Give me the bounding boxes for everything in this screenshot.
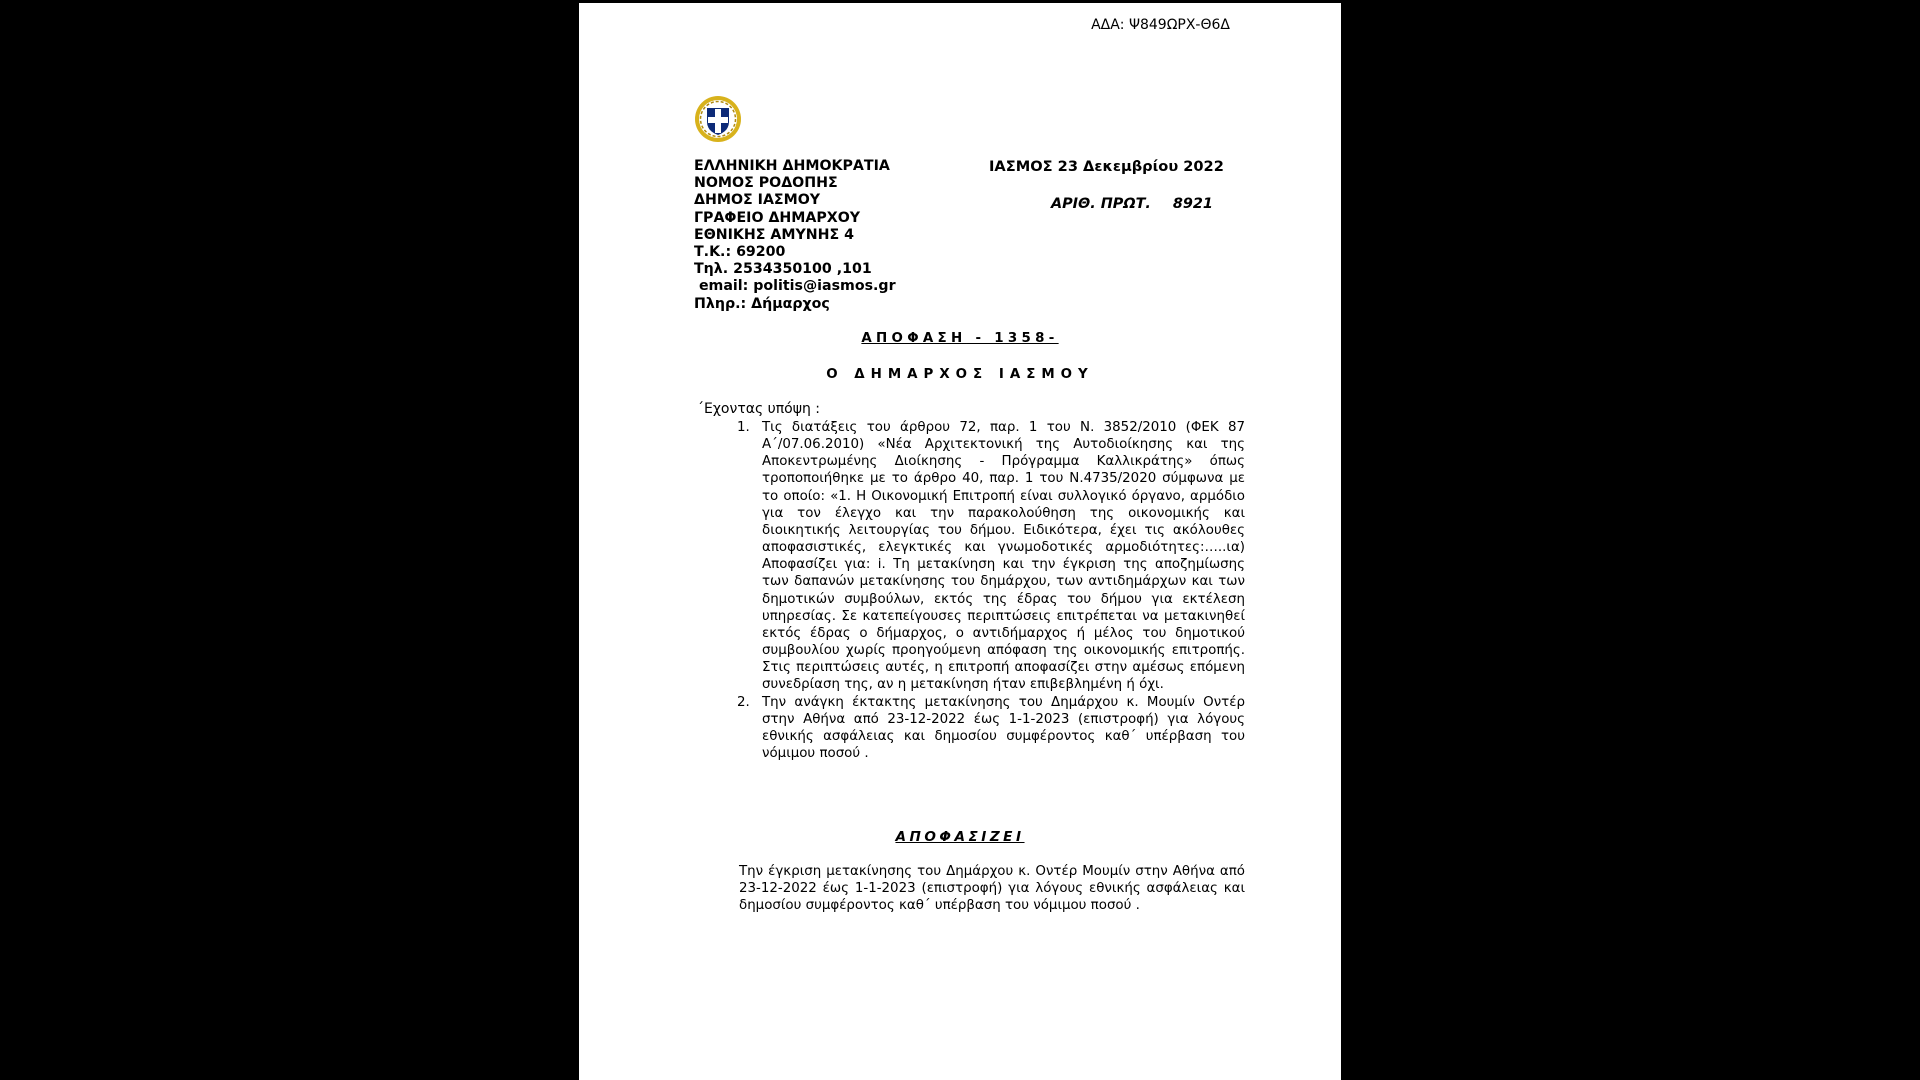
protocol-number bbox=[1051, 196, 1213, 212]
issuer-line: ΕΛΛΗΝΙΚΗ ΔΗΜΟΚΡΑΤΙΑ bbox=[694, 158, 890, 174]
mayor-heading: Ο ΔΗΜΑΡΧΟΣ ΙΑΣΜΟΥ bbox=[826, 367, 1094, 382]
list-item-number: 2. bbox=[737, 694, 750, 710]
issuer-block bbox=[694, 158, 896, 313]
decision-body: Την έγκριση μετακίνησης του Δημάρχου κ. Οντέρ Μουμίν στην Αθήνα από 23-12-2022 έως 1-1-2023 (επιστροφή) για λόγους εθνικής ασφάλειας και δημοσίου συμφέροντος καθ΄ υπέρβαση του νόμιμου ποσού . bbox=[739, 864, 1245, 914]
issuer-line: email: politis@iasmos.gr bbox=[694, 278, 896, 295]
decision-title: ΑΠΟΦΑΣΗ bbox=[861, 331, 967, 346]
list-item bbox=[737, 419, 1245, 694]
issuer-line: Πληρ.: Δήμαρχος bbox=[694, 295, 830, 312]
protocol-value: 8921 bbox=[1172, 196, 1213, 212]
issuer-line: Τηλ. 2534350100 ,101 bbox=[694, 261, 872, 278]
protocol-label: ΑΡΙΘ. ΠΡΩΤ. bbox=[1051, 196, 1151, 212]
list-item-text: Την ανάγκη έκτακτης μετακίνησης του Δημάρχου κ. Μουμίν Οντέρ στην Αθήνα από 23-12-2022 έως 1-1-2023 (επιστροφή) για λόγους εθνικής ασφάλειας και δημοσίου συμφέροντος καθ΄ υπέρβαση του νόμιμου ποσού . bbox=[762, 694, 1245, 761]
issuer-line: ΝΟΜΟΣ ΡΟΔΟΠΗΣ bbox=[694, 175, 838, 192]
list-item bbox=[737, 694, 1245, 763]
decides-heading: ΑΠΟΦΑΣΙΖΕΙ bbox=[895, 829, 1025, 845]
list-item-number: 1. bbox=[737, 420, 750, 435]
list-item-text: Τις διατάξεις του άρθρου 72, παρ. 1 του Ν. 3852/2010 (ΦΕΚ 87 Α΄/07.06.2010) «Νέα Αρχιτεκτονική της Αυτοδιοίκησης και της Αποκεντρωμένης Διοίκησης - Πρόγραμμα Καλλικράτης» όπως τροποποιήθηκε με το άρθρο 40, παρ. 1 του Ν.4735/2020 σύμφωνα με το οποίο: «1. Η Οικονομική Επιτροπή είναι συλλογικό όργανο, αρμόδιο για τον έλεγχο και την παρακολούθηση της οικονομικής και διοικητικής λειτουργίας του δήμου. Ειδικότερα, έχει τις ακόλουθες αποφασιστικές, ελεγκτικές και γνωμοδοτικές αρμοδιότητες:…..ια) Αποφασίζει για: i. Τη μετακίνηση και την έγκριση της αποζημίωσης των δαπανών μετακίνησης του δημάρχου, των αντιδημάρχων και των δημοτικών συμβούλων, εκτός της έδρας του δήμου για εκτέλεση υπηρεσίας. Σε κατεπείγουσες περιπτώσεις επιτρέπεται να μετακινηθεί εκτός έδρας ο δήμαρχος, ο αντιδήμαρχος ή μέλος του δημοτικού συμβουλίου χωρίς προηγούμενη απόφαση της οικονομικής επιτροπής. Στις περιπτώσεις αυτές, η επιτροπή αποφασίζει στην αμέσως επόμενη συνεδρίαση της, αν η μετακίνηση ήταν επιβεβλημένη ή όχι. bbox=[762, 420, 1245, 693]
issuer-line: ΔΗΜΟΣ ΙΑΣΜΟΥ bbox=[694, 192, 821, 209]
document-page bbox=[579, 3, 1341, 1080]
decision-number: - 1358- bbox=[966, 331, 1059, 346]
ada-code: ΑΔΑ: Ψ849ΩΡΧ-Θ6Δ bbox=[1091, 17, 1230, 33]
decision-heading bbox=[579, 331, 1341, 346]
issuer-line: Τ.Κ.: 69200 bbox=[694, 244, 786, 261]
considering-label: ΄Εχοντας υπόψη : bbox=[697, 401, 821, 417]
issuer-line: ΓΡΑΦΕΙΟ ΔΗΜΑΡΧΟΥ bbox=[694, 209, 861, 226]
considerations-list bbox=[737, 419, 1245, 762]
document-date: ΙΑΣΜΟΣ 23 Δεκεμβρίου 2022 bbox=[989, 158, 1224, 175]
greek-coat-of-arms-icon bbox=[694, 95, 742, 143]
issuer-line: ΕΘΝΙΚΗΣ ΑΜΥΝΗΣ 4 bbox=[694, 226, 855, 243]
